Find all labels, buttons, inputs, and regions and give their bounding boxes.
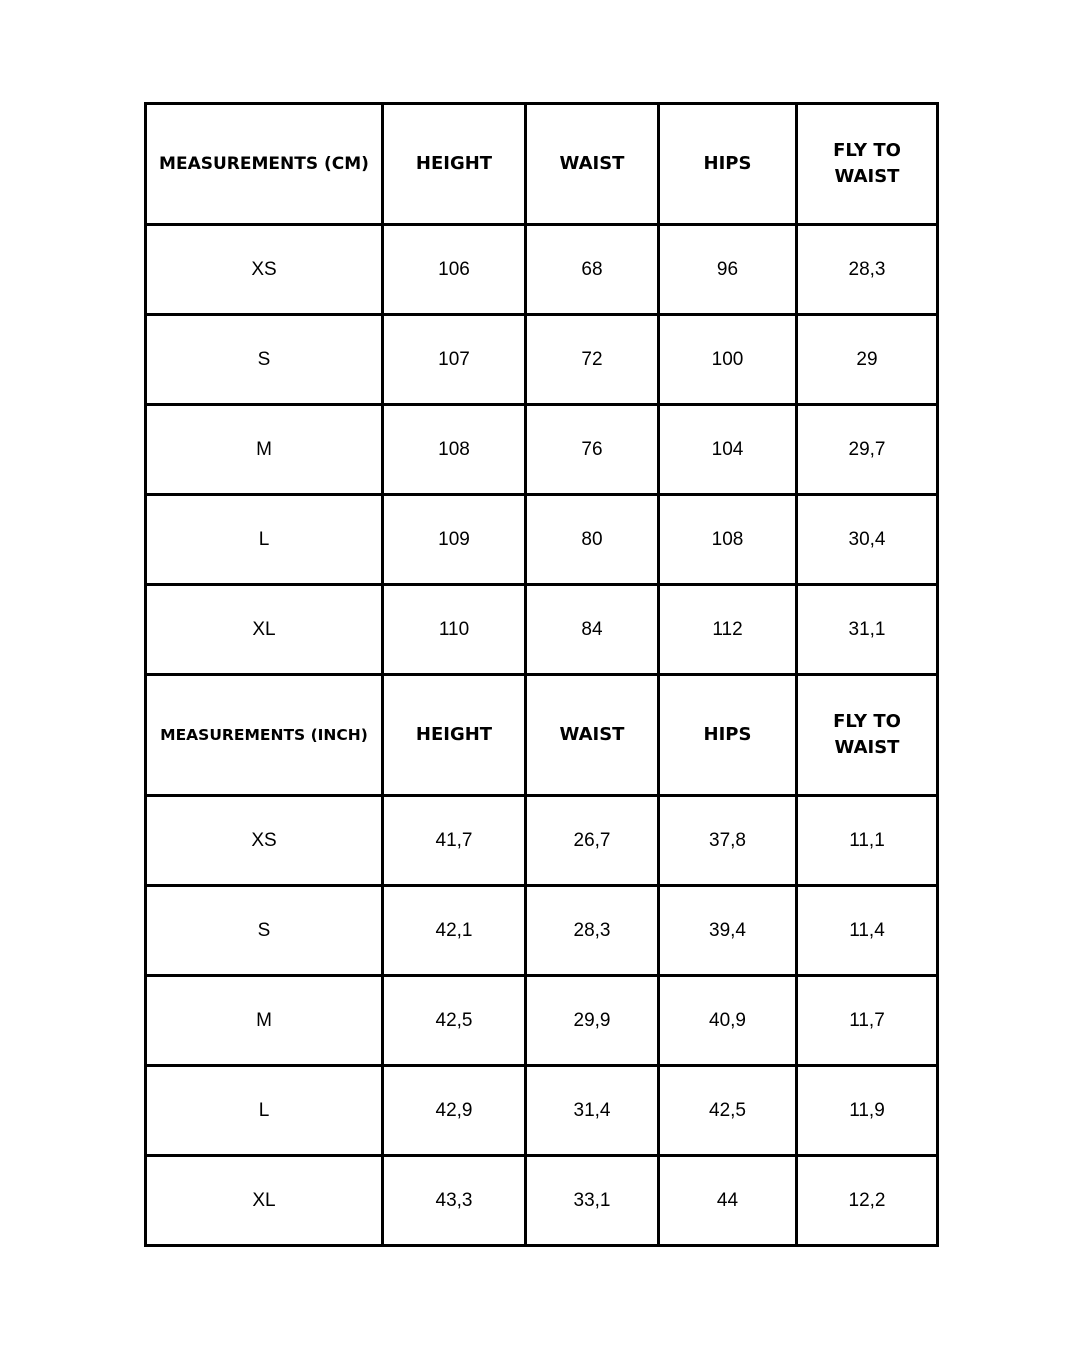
table-cell: 110 [383,585,526,675]
table-row [146,405,938,495]
table-row [146,1156,938,1246]
table-cell: 44 [659,1156,797,1246]
table-cell: 68 [526,225,659,315]
table-cell: 11,9 [797,1066,938,1156]
size-cell: M [146,405,383,495]
table-row [146,225,938,315]
header-cell: HEIGHT [383,675,526,796]
table-cell: 42,5 [659,1066,797,1156]
table-cell: 104 [659,405,797,495]
table-cell: 11,4 [797,886,938,976]
size-chart-table [144,102,939,1247]
table-cell: 80 [526,495,659,585]
table-cell: 31,1 [797,585,938,675]
header-cell: WAIST [526,675,659,796]
table-cell: 108 [659,495,797,585]
table-cell: 112 [659,585,797,675]
header-row-inch [146,675,938,796]
table-cell: 30,4 [797,495,938,585]
table-cell: 42,5 [383,976,526,1066]
table-cell: 96 [659,225,797,315]
table-cell: 108 [383,405,526,495]
header-cell: HEIGHT [383,104,526,225]
header-cell: WAIST [526,104,659,225]
table-row [146,796,938,886]
table-row [146,315,938,405]
table-cell: 28,3 [797,225,938,315]
table-cell: 28,3 [526,886,659,976]
header-cell: MEASUREMENTS (INCH) [146,675,383,796]
table-cell: 29 [797,315,938,405]
table-cell: 72 [526,315,659,405]
size-cell: S [146,886,383,976]
table-cell: 11,7 [797,976,938,1066]
header-cell: FLY TO WAIST [797,104,938,225]
table-cell: 107 [383,315,526,405]
table-row [146,886,938,976]
table-row [146,1066,938,1156]
table-cell: 41,7 [383,796,526,886]
table-cell: 39,4 [659,886,797,976]
header-cell: MEASUREMENTS (CM) [146,104,383,225]
table-cell: 76 [526,405,659,495]
table-cell: 11,1 [797,796,938,886]
table-cell: 42,9 [383,1066,526,1156]
size-cell: M [146,976,383,1066]
table-cell: 109 [383,495,526,585]
table-cell: 31,4 [526,1066,659,1156]
table-cell: 106 [383,225,526,315]
table-row [146,585,938,675]
size-cell: XS [146,796,383,886]
table-cell: 26,7 [526,796,659,886]
table-row [146,976,938,1066]
table-cell: 29,9 [526,976,659,1066]
header-cell: FLY TO WAIST [797,675,938,796]
size-cell: XL [146,585,383,675]
header-cell: HIPS [659,104,797,225]
header-cell: HIPS [659,675,797,796]
table-cell: 33,1 [526,1156,659,1246]
table-cell: 12,2 [797,1156,938,1246]
table-cell: 37,8 [659,796,797,886]
header-row-cm [146,104,938,225]
table-row [146,495,938,585]
size-cell: L [146,495,383,585]
size-cell: XL [146,1156,383,1246]
table-cell: 40,9 [659,976,797,1066]
size-cell: S [146,315,383,405]
size-cell: L [146,1066,383,1156]
table-cell: 100 [659,315,797,405]
table-cell: 84 [526,585,659,675]
table-cell: 43,3 [383,1156,526,1246]
table-cell: 42,1 [383,886,526,976]
table-cell: 29,7 [797,405,938,495]
size-cell: XS [146,225,383,315]
